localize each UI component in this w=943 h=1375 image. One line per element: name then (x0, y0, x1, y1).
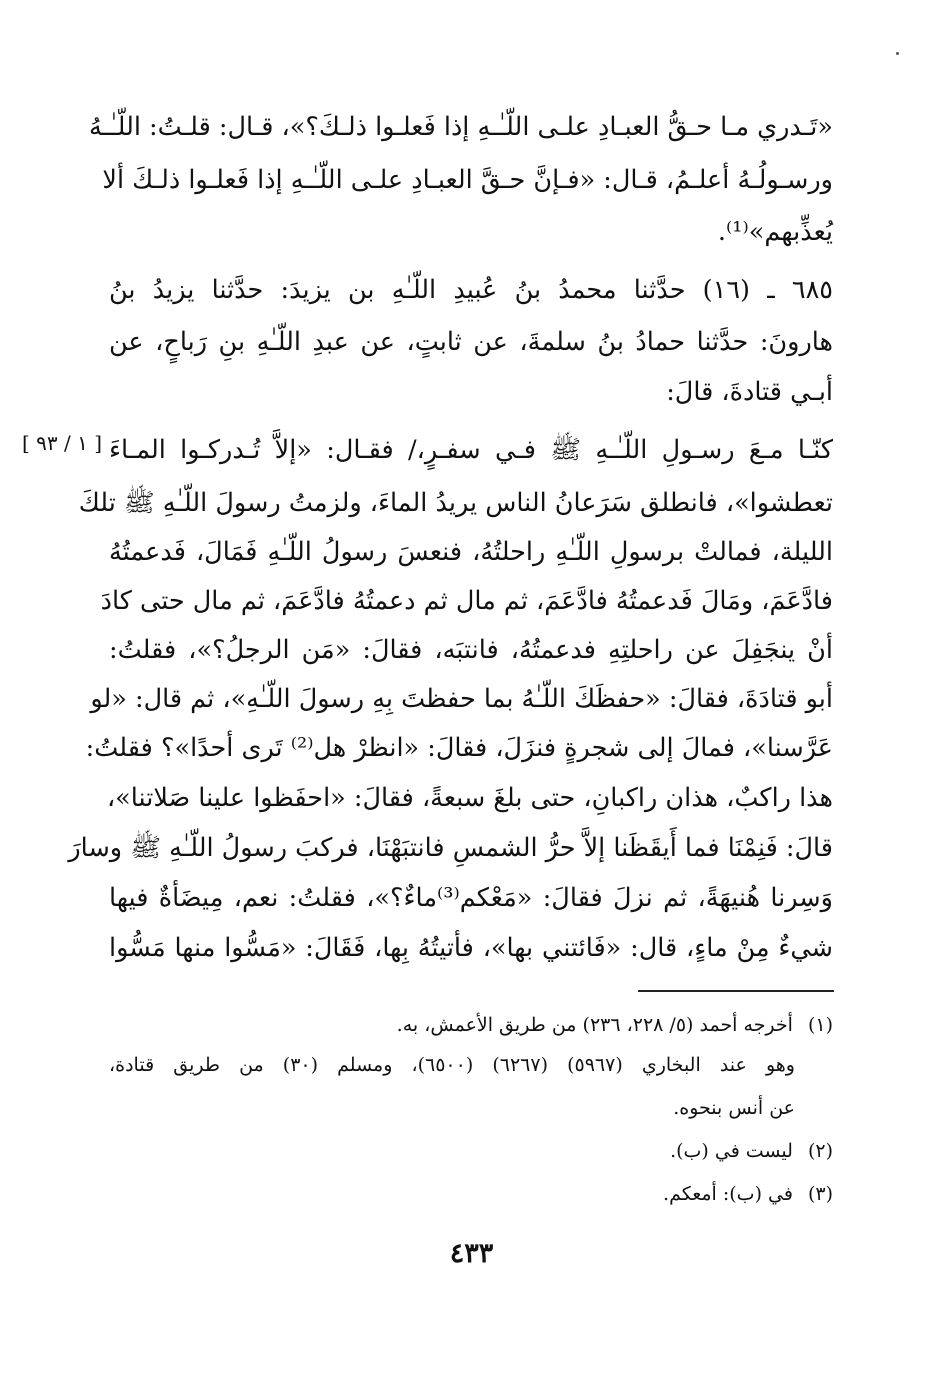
hadith-number-line: ٦٨٥ ـ (١٦) حدَّثنا محمدُ بنُ عُبيدِ اللّـٰهِ بن يزيدَ: حدَّثنا يزيدُ بنُ (109, 275, 833, 305)
footnote-text: في (ب): أمعكم. (663, 1183, 793, 1205)
footnote-1-continued (109, 1050, 795, 1080)
body-line-17: شيءٌ مِنْ ماءٍ، قال: «فَائتني بها»، فأتيتُهُ بِها، فَقَالَ: «مَسُّوا منها مَسُّوا (109, 933, 833, 963)
page-number: ٤٣٣ (449, 1238, 494, 1269)
body-line-12: أبو قتادَةَ، فقالَ: «حفظَكَ اللّـٰهُ بما حفظتَ بِهِ رسولَ اللّـٰهِ»، ثم قال: «لو (90, 684, 833, 714)
footnote-number: (١) (807, 1014, 833, 1036)
body-line-15: قالَ: فَنِمْنَا فما أَيقَظَنا إلاَّ حرُّ الشمسِ فانتبَهْنَا، فركبَ رسولُ اللّـٰهِ ﷺ وسارَ (68, 833, 833, 863)
footnote-number: (٣) (807, 1183, 833, 1205)
body-line-9: الليلة، فمالتْ برسولِ اللّـٰهِ راحلتُهُ، فنعسَ رسولُ اللّـٰهِ فَمَالَ، فَدعمتُهُ (109, 537, 833, 567)
body-line-10: فادَّعَمَ، ومَالَ فَدعمتُهُ فادَّعَمَ، ثم مال ثم دعمتُهُ فادَّعَمَ، ثم مال حتى كادَ (100, 586, 833, 616)
footnote-2 (670, 1136, 833, 1166)
body-line-2: ورسـولُـهُ أعلـمُ، قـال: «فـإنَّ حـقَّ العبـادِ علـى اللّـٰـهِ إذا فَعلـوا ذلـكَ ألا (102, 165, 833, 195)
body-line-6: أبـي قتادةَ، قالَ: (666, 377, 833, 407)
footnote-1 (397, 1010, 833, 1040)
body-line-1: «تَـدري مـا حـقُّ العبـادِ علـى اللّـٰـهِ إذا فَعلـوا ذلـكَ؟»، قـال: قلـتُ: اللّـٰـهُ (89, 112, 833, 142)
body-line-5: هارونَ: حدَّثنا حمادُ بنُ سلمةَ، عن ثابتٍ، عن عبدِ اللّـٰهِ بنِ رَباحٍ، عن (109, 327, 833, 357)
body-line-3: يُعذِّبهم»⁽¹⁾. (717, 217, 833, 247)
footnote-number: (٢) (807, 1140, 833, 1162)
body-line-7: كنّـا مـعَ رسـولِ اللّـٰـهِ ﷺ فـي سفـرٍ،/ فقـال: «إلاَّ تُـدركـوا المـاءَ (109, 435, 833, 465)
body-line-11: أنْ ينجَفِلَ عن راحلتِهِ فدعمتُهُ، فانتبَه، فقالَ: «مَن الرجلُ؟»، فقلتُ: (109, 635, 833, 665)
footnote-text: عن أنس بنحوه. (673, 1097, 795, 1119)
corner-dot (896, 52, 899, 55)
body-line-13: عَرَّسنا»، فمالَ إلى شجرةٍ فنزَلَ، فقالَ: «انظرْ هل⁽²⁾ تَرى أحدًا»؟ فقلتُ: (85, 733, 833, 763)
footnote-1-end (673, 1093, 795, 1123)
margin-reference: [ ١ / ٩٣ ] (22, 431, 103, 455)
footnote-text: وهو عند البخاري (٥٩٦٧) (٦٢٦٧) (٦٥٠٠)، ومسلم (٣٠) من طريق قتادة، (109, 1054, 795, 1076)
footnote-text: أخرجه أحمد (٥/ ٢٢٨، ٢٣٦) من طريق الأعمش، به. (396, 1014, 793, 1036)
body-line-16: وَسِرنا هُنيهَةً، ثم نزلَ فقالَ: «مَعْكم⁽³⁾ماءٌ؟»، فقلتُ: نعم، مِيضَأةٌ فيها (109, 883, 833, 913)
footnote-separator (638, 990, 834, 992)
body-line-14: هذا راكبٌ، هذان راكبانِ، حتى بلغَ سبعةً، فقالَ: «احفَظوا علينا صَلاتنا»، (106, 783, 833, 813)
body-line-8: تعطشوا»، فانطلق سَرَعانُ الناس يريدُ الماءَ، ولزمتُ رسولَ اللّـٰهِ ﷺ تلكَ (78, 488, 833, 518)
footnote-text: ليست في (ب). (670, 1140, 793, 1162)
footnote-3 (663, 1179, 833, 1209)
